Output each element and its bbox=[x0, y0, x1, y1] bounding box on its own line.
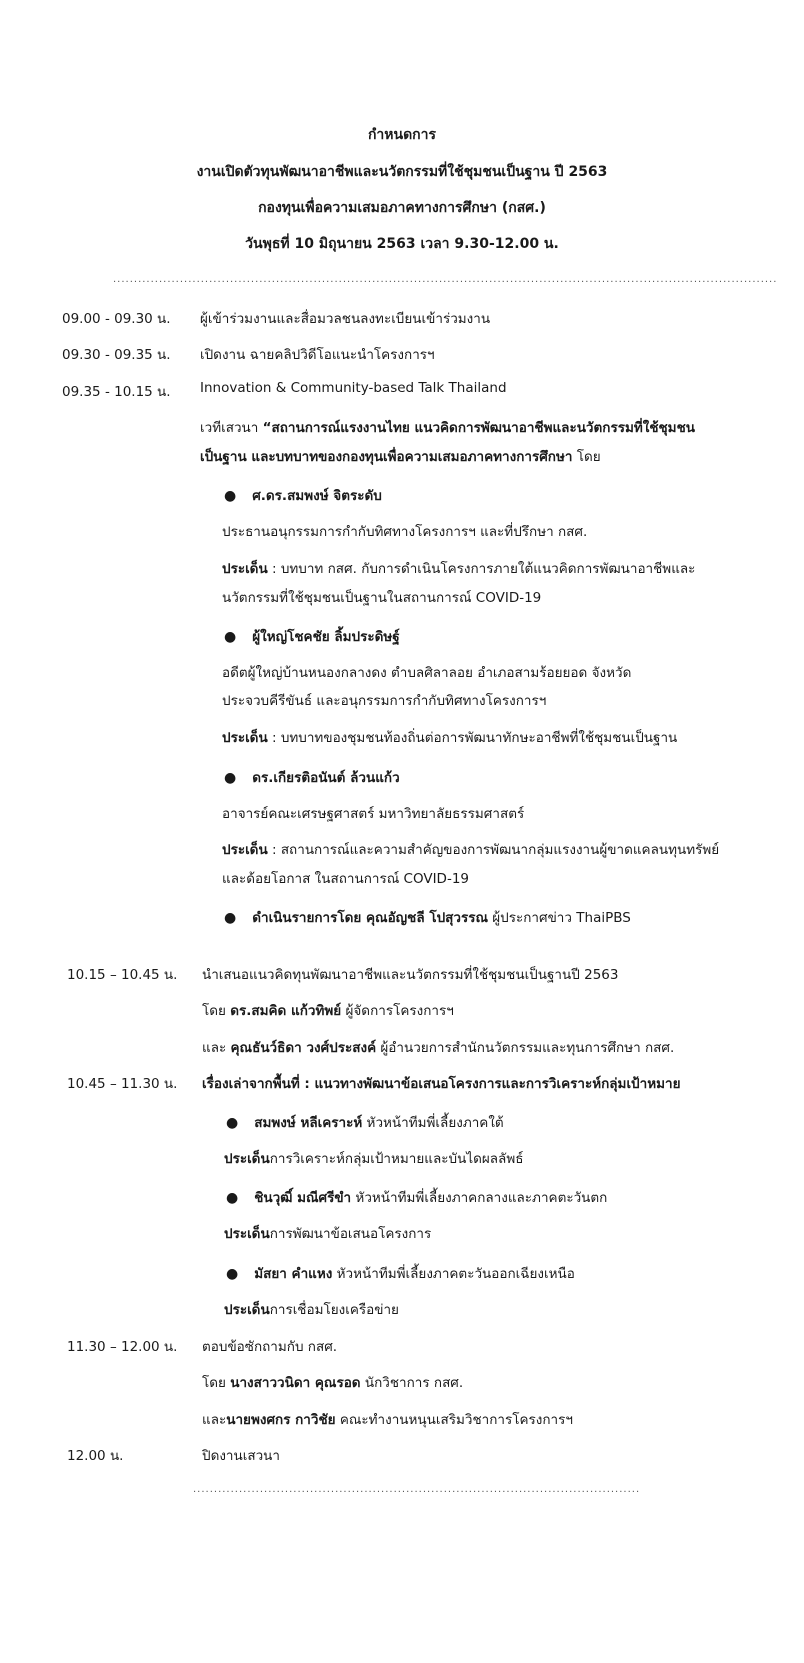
issue-label: ประเด็น bbox=[224, 1226, 270, 1242]
agenda-time: 10.15 – 10.45 น. bbox=[67, 967, 178, 983]
speaker-3 bbox=[224, 766, 400, 788]
issue-text: การวิเคราะห์กลุ่มเป้าหมายและบันไดผลลัพธ์ bbox=[269, 1151, 524, 1167]
and-prefix: และ bbox=[202, 1040, 231, 1056]
mentor-name: มัสยา คำแหง bbox=[254, 1266, 333, 1282]
speaker-2 bbox=[224, 625, 400, 647]
agenda-text: ตอบข้อซักถามกับ กสศ. bbox=[202, 1339, 338, 1355]
agenda-text: ผู้เข้าร่วมงานและสื่อมวลชนลงทะเบียนเข้าร่วมงาน bbox=[200, 311, 491, 327]
issue-label: ประเด็น bbox=[222, 730, 268, 746]
agenda-text: ปิดงานเสวนา bbox=[202, 1448, 280, 1464]
bullet-icon: ● bbox=[224, 770, 237, 786]
bullet-icon: ● bbox=[224, 910, 237, 926]
bullet-icon: ● bbox=[226, 1266, 239, 1282]
forum-prefix: เวทีเสวนา bbox=[200, 420, 263, 436]
agenda-text: เรื่องเล่าจากพื้นที่ : แนวทางพัฒนาข้อเสนอโครงการและการวิเคราะห์กลุ่มเป้าหมาย bbox=[202, 1076, 681, 1092]
moderator bbox=[224, 906, 631, 928]
presenter-role: ผู้อำนวยการสำนักนวัตกรรมและทุนการศึกษา กสศ. bbox=[376, 1040, 675, 1056]
moderator-name: ดำเนินรายการโดย คุณอัญชลี โปสุวรรณ bbox=[252, 910, 488, 926]
mentor-issue bbox=[224, 1147, 523, 1169]
header-title: กำหนดการ bbox=[367, 127, 437, 143]
issue-label: ประเด็น bbox=[224, 1151, 270, 1167]
mentor-role: หัวหน้าทีมพี่เลี้ยงภาคกลางและภาคตะวันตก bbox=[351, 1190, 608, 1206]
presenter-line bbox=[202, 1408, 573, 1430]
speaker-issue bbox=[222, 726, 677, 748]
issue-text: : สถานการณ์และความสำคัญของการพัฒนากลุ่มแรงงานผู้ขาดแคลนทุนทรัพย์ bbox=[267, 842, 720, 858]
speaker-role: อดีตผู้ใหญ่บ้านหนองกลางดง ตำบลศิลาลอย อำเภอสามร้อยยอด จังหวัด bbox=[222, 665, 632, 681]
speaker-issue-cont: และด้อยโอกาส ในสถานการณ์ COVID-19 bbox=[222, 871, 469, 887]
divider-bottom: ........................................................................................................... bbox=[193, 1484, 641, 1495]
mentor-issue bbox=[224, 1222, 431, 1244]
presenter-name: นางสาววนิดา คุณรอด bbox=[230, 1375, 361, 1391]
forum-suffix: โดย bbox=[572, 449, 601, 465]
presenter-line bbox=[202, 1036, 674, 1058]
mentor-1 bbox=[226, 1111, 504, 1133]
presenter-line bbox=[202, 999, 454, 1021]
organization-name: กองทุนเพื่อความเสมอภาคทางการศึกษา (กสศ.) bbox=[258, 200, 546, 216]
mentor-role: หัวหน้าทีมพี่เลี้ยงภาคใต้ bbox=[362, 1115, 504, 1131]
forum-title: “สถานการณ์แรงงานไทย แนวคิดการพัฒนาอาชีพและนวัตกรรมที่ใช้ชุมชน bbox=[262, 420, 695, 436]
event-date: วันพุธที่ 10 มิถุนายน 2563 เวลา 9.30-12.00 น. bbox=[245, 236, 559, 252]
issue-text: : บทบาท กสศ. กับการดำเนินโครงการภายใต้แนวคิดการพัฒนาอาชีพและ bbox=[267, 561, 696, 577]
issue-label: ประเด็น bbox=[224, 1302, 270, 1318]
speaker-issue-cont: นวัตกรรมที่ใช้ชุมชนเป็นฐานในสถานการณ์ COVID-19 bbox=[222, 590, 542, 606]
bullet-icon: ● bbox=[224, 488, 237, 504]
by-prefix: โดย bbox=[202, 1375, 231, 1391]
issue-label: ประเด็น bbox=[222, 842, 268, 858]
issue-text: การพัฒนาข้อเสนอโครงการ bbox=[269, 1226, 432, 1242]
agenda-text: เปิดงาน ฉายคลิปวิดีโอแนะนำโครงการฯ bbox=[200, 347, 435, 363]
agenda-text: Innovation & Community-based Talk Thailand bbox=[200, 380, 507, 396]
agenda-time: 11.30 – 12.00 น. bbox=[67, 1339, 178, 1355]
speaker-name: ดร.เกียรติอนันต์ ล้วนแก้ว bbox=[252, 770, 400, 786]
speaker-role: ประธานอนุกรรมการกำกับทิศทางโครงการฯ และที่ปรึกษา กสศ. bbox=[222, 524, 588, 540]
agenda-time: 12.00 น. bbox=[67, 1448, 124, 1464]
by-prefix: โดย bbox=[202, 1003, 231, 1019]
agenda-time: 09.30 - 09.35 น. bbox=[62, 347, 171, 363]
agenda-time: 09.00 - 09.30 น. bbox=[62, 311, 171, 327]
agenda-time: 10.45 – 11.30 น. bbox=[67, 1076, 178, 1092]
presenter-name: นายพงศกร กาวิชัย bbox=[226, 1412, 336, 1428]
presenter-role: นักวิชาการ กสศ. bbox=[360, 1375, 464, 1391]
speaker-issue bbox=[222, 557, 695, 579]
mentor-2 bbox=[226, 1186, 607, 1208]
issue-text: : บทบาทของชุมชนท้องถิ่นต่อการพัฒนาทักษะอาชีพที่ใช้ชุมชนเป็นฐาน bbox=[267, 730, 678, 746]
issue-label: ประเด็น bbox=[222, 561, 268, 577]
presenter-role: ผู้จัดการโครงการฯ bbox=[341, 1003, 454, 1019]
presenter-name: ดร.สมคิด แก้วทิพย์ bbox=[230, 1003, 342, 1019]
forum-title-cont: เป็นฐาน และบทบาทของกองทุนเพื่อความเสมอภาคทางการศึกษา bbox=[200, 449, 573, 465]
speaker-issue bbox=[222, 838, 719, 860]
agenda-time: 09.35 - 10.15 น. bbox=[62, 384, 171, 400]
mentor-name: สมพงษ์ หลีเคราะห์ bbox=[254, 1115, 363, 1131]
divider-top: ............................................................................................................................................................... bbox=[113, 274, 778, 285]
speaker-1 bbox=[224, 484, 382, 506]
presenter-role: คณะทำงานหนุนเสริมวิชาการโครงการฯ bbox=[335, 1412, 573, 1428]
speaker-name: ผู้ใหญ่โชคชัย ลิ้มประดิษฐ์ bbox=[252, 629, 400, 645]
mentor-role: หัวหน้าทีมพี่เลี้ยงภาคตะวันออกเฉียงเหนือ bbox=[332, 1266, 575, 1282]
presenter-name: คุณธันว์ธิดา วงศ์ประสงค์ bbox=[230, 1040, 377, 1056]
speaker-name: ศ.ดร.สมพงษ์ จิตระดับ bbox=[252, 488, 382, 504]
presenter-line bbox=[202, 1371, 463, 1393]
bullet-icon: ● bbox=[224, 629, 237, 645]
forum-line-1 bbox=[200, 416, 695, 438]
moderator-role: ผู้ประกาศข่าว ThaiPBS bbox=[487, 910, 631, 926]
mentor-name: ชินวุฒิ์ มณีศรีขำ bbox=[254, 1190, 352, 1206]
forum-line-2 bbox=[200, 445, 601, 467]
speaker-role: อาจารย์คณะเศรษฐศาสตร์ มหาวิทยาลัยธรรมศาสตร์ bbox=[222, 806, 525, 822]
and-prefix: และ bbox=[202, 1412, 227, 1428]
mentor-3 bbox=[226, 1262, 575, 1284]
agenda-text: นำเสนอแนวคิดทุนพัฒนาอาชีพและนวัตกรรมที่ใช้ชุมชนเป็นฐานปี 2563 bbox=[202, 967, 619, 983]
bullet-icon: ● bbox=[226, 1115, 239, 1131]
event-title: งานเปิดตัวทุนพัฒนาอาชีพและนวัตกรรมที่ใช้ชุมชนเป็นฐาน ปี 2563 bbox=[196, 164, 608, 180]
bullet-icon: ● bbox=[226, 1190, 239, 1206]
speaker-role-cont: ประจวบคีรีขันธ์ และอนุกรรมการกำกับทิศทางโครงการฯ bbox=[222, 693, 547, 709]
issue-text: การเชื่อมโยงเครือข่าย bbox=[269, 1302, 399, 1318]
mentor-issue bbox=[224, 1298, 399, 1320]
